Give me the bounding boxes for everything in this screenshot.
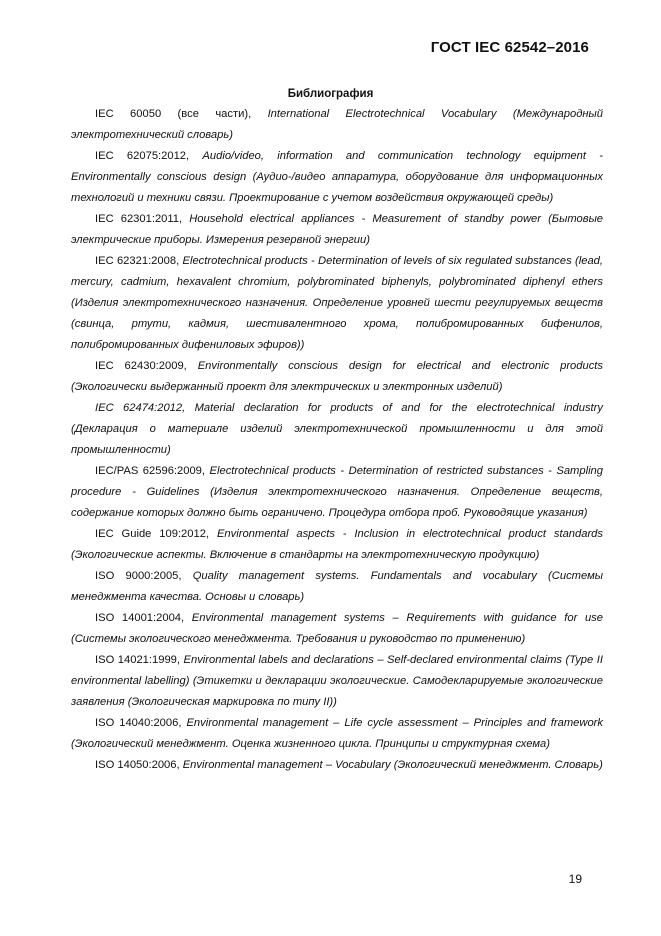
entry-code: IEC 62075:2012, [95, 150, 190, 162]
entry-title: IEC 62474:2012, Material declaration for products of and for the electrotechnical industry (Декларация о материале изделий электротехнической промышленности и для этой промышленности) [71, 402, 603, 456]
document-code-header: ГОСТ IEC 62542–2016 [430, 39, 589, 56]
entry-code: IEC 62301:2011, [95, 213, 183, 225]
bibliography-entry [71, 566, 603, 608]
bibliography-entry [71, 146, 603, 209]
entry-code: IEC 62321:2008, [95, 255, 180, 267]
entry-code: IEC 60050 (все части), [95, 108, 252, 120]
bibliography-entry [71, 608, 603, 650]
bibliography-entry [71, 650, 603, 713]
entry-title: Environmental management systems – Requirements with guidance for use (Системы экологического менеджмента. Требования и руководство по применению) [71, 612, 603, 645]
entry-code: IEC Guide 109:2012, [95, 528, 210, 540]
entry-title: Audio/video, information and communication technology equipment - Environmentally conscious design (Аудио-/видео аппаратура, оборудование для информационных технологий и техники связи. Проектирование с учетом воздействия окружающей среды) [71, 150, 603, 204]
bibliography-entry [71, 755, 603, 776]
entry-title: Household electrical appliances - Measurement of standby power (Бытовые электрические приборы. Измерения резервной энергии) [71, 213, 604, 246]
bibliography-entry [71, 251, 603, 356]
entry-code: ISO 14001:2004, [95, 612, 185, 624]
bibliography-entry [71, 524, 603, 566]
bibliography-entry [71, 713, 603, 755]
entry-title: Quality management systems. Fundamentals and vocabulary (Системы менеджмента качества. Основы и словарь) [71, 570, 603, 603]
entry-title: International Electrotechnical Vocabulary (Международный электротехнический словарь) [71, 108, 603, 141]
entry-code: ISO 14021:1999, [95, 654, 181, 666]
entry-title: Environmental labels and declarations – Self-declared environmental claims (Type II environmental labelling) (Этикетки и декларации экологические. Самодекларируемые экологические заявления (Экологическая маркировка по типу II)) [71, 654, 603, 708]
entry-code: ISO 14050:2006, [95, 759, 180, 771]
bibliography-entry [71, 356, 603, 398]
page-number: 19 [568, 872, 582, 886]
bibliography-list [71, 104, 603, 776]
entry-code: IEC/PAS 62596:2009, [95, 465, 206, 477]
entry-code: ISO 14040:2006, [95, 717, 182, 729]
entry-code: IEC 62430:2009, [95, 360, 187, 372]
bibliography-entry [71, 461, 603, 524]
entry-code: ISO 9000:2005, [95, 570, 182, 582]
entry-title: Electrotechnical products - Determination of restricted substances - Sampling procedure - Guidelines (Изделия электротехнического назначения. Определение веществ, содержание которых должно быть ограничено. Процедура отбора проб. Руководящие указания) [71, 465, 604, 519]
entry-title: Environmentally conscious design for electrical and electronic products (Экологически выдержанный проект для электрических и электронных изделий) [71, 360, 604, 393]
entry-title: Environmental management – Life cycle assessment – Principles and framework (Экологический менеджмент. Оценка жизненного цикла. Принципы и структурная схема) [71, 717, 603, 750]
bibliography-entry [71, 398, 603, 461]
bibliography-entry [71, 209, 603, 251]
entry-title: Environmental aspects - Inclusion in electrotechnical product standards (Экологические аспекты. Включение в стандарты на электротехническую продукцию) [71, 528, 604, 561]
entry-title: Environmental management – Vocabulary (Экологический менеджмент. Словарь) [182, 759, 603, 771]
bibliography-title: Библиография [287, 88, 374, 100]
bibliography-entry [71, 104, 603, 146]
entry-title: Electrotechnical products - Determination of levels of six regulated substances (lead, mercury, cadmium, hexavalent chromium, polybrominated biphenyls, polybrominated diphenyl ethers (Изделия электротехнического назначения. Определение уровней шести регулируемых веществ (свинца, ртути, кадмия, шестивалентного хрома, полибромированных бифенилов, полибромированных дифениловых эфиров)) [71, 255, 604, 351]
